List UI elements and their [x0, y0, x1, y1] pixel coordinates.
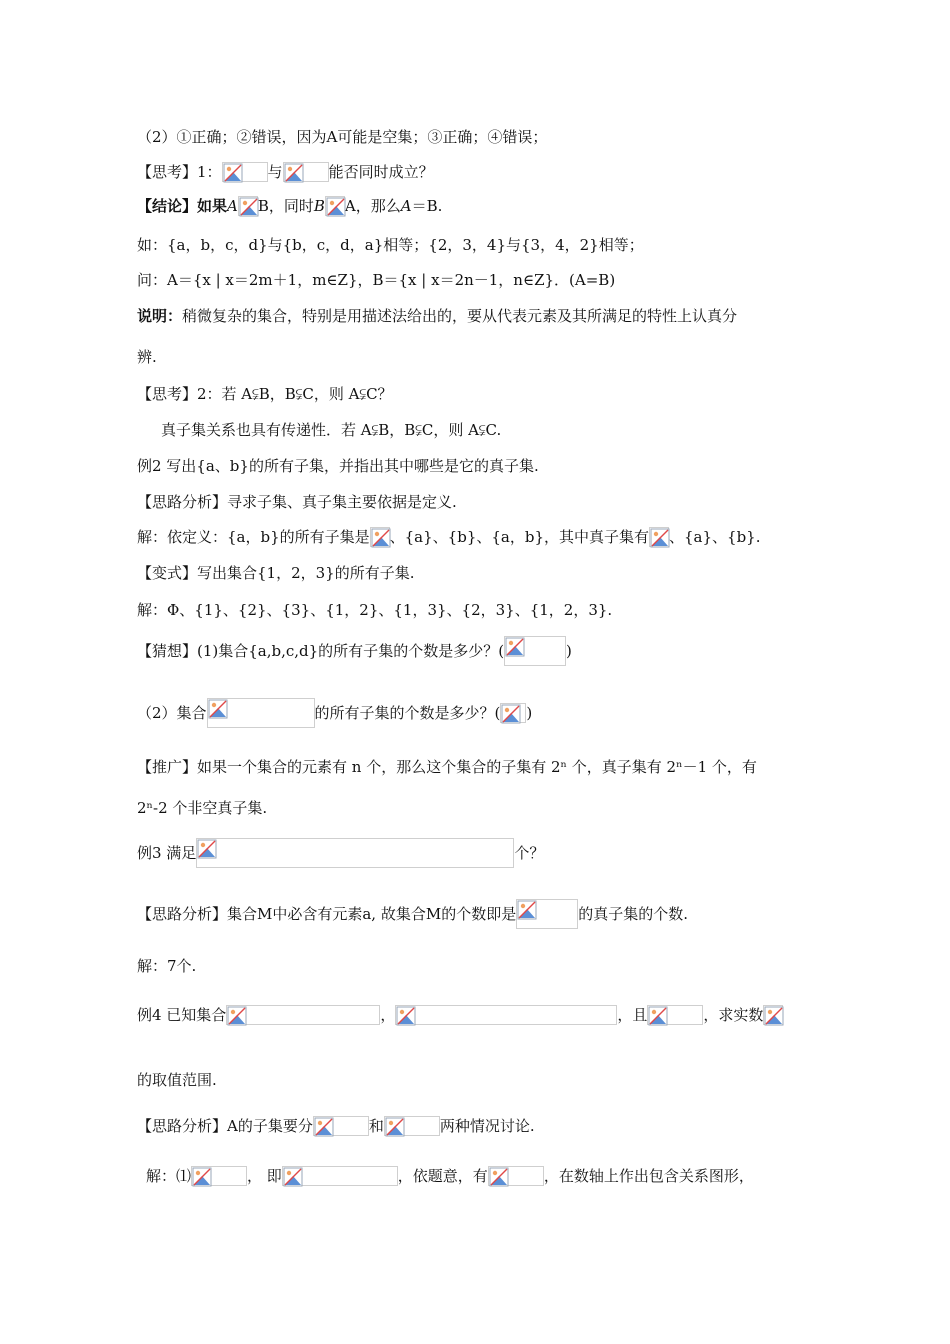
line-variant — [137, 563, 415, 583]
text: 个？ — [514, 844, 545, 862]
text: 【思路分析】集合M中必含有元素a, 故集合M的个数即是 — [137, 905, 517, 923]
line-note-cont — [137, 347, 157, 367]
text: 如：{a，b，c，d}与{b，c，d，a}相等；{2，3，4}与{3，4，2}相等； — [137, 236, 644, 254]
text: 辨. — [137, 348, 157, 366]
text: ，且 — [617, 1006, 648, 1024]
text: 问：A＝{x | x＝2m＋1，m∈Z}，B＝{x | x＝2n－1，n∈Z}．(A=B) — [137, 271, 616, 289]
line-answer-2 — [137, 127, 547, 147]
text: 真子集关系也具有传递性．若 A⫋B，B⫋C，则 A⫋C. — [161, 421, 502, 439]
line-guess-1 — [137, 636, 572, 666]
line-example-sets — [137, 235, 644, 255]
text: ， 即 — [247, 1167, 282, 1185]
broken-image-icon — [282, 1166, 398, 1186]
text: 解：Φ、{1}、{2}、{3}、{1，2}、{1，3}、{2，3}、{1，2，3}. — [137, 601, 613, 619]
broken-image-icon — [500, 703, 526, 723]
line-example-2 — [137, 456, 539, 476]
text: 【思路分析】A的子集要分 — [137, 1117, 313, 1135]
text: A，那么 — [344, 197, 401, 215]
broken-image-icon — [222, 162, 268, 182]
text: ＝B. — [411, 197, 443, 215]
line-guess-2 — [137, 698, 532, 728]
broken-image-icon — [191, 1166, 247, 1186]
broken-image-icon — [649, 527, 669, 547]
line-analysis-1 — [137, 492, 457, 512]
broken-image-icon — [488, 1166, 544, 1186]
broken-image-icon — [207, 698, 315, 728]
line-analysis-2 — [137, 899, 688, 929]
text: B，同时 — [257, 197, 314, 215]
text: 【思路分析】寻求子集、真子集主要依据是定义. — [137, 493, 457, 511]
text: 【猜想】(1)集合{a,b,c,d}的所有子集的个数是多少？( — [137, 642, 505, 660]
line-solution-4 — [146, 1166, 754, 1186]
line-solution-3 — [137, 956, 196, 976]
broken-image-icon — [384, 1116, 440, 1136]
text: 2ⁿ-2 个非空真子集. — [137, 799, 268, 817]
text: 、{a}、{b}、{a，b}，其中真子集有 — [389, 528, 649, 546]
text: 的所有子集的个数是多少？( — [314, 704, 501, 722]
text: 、{a}、{b}. — [669, 528, 761, 546]
text: 【变式】写出集合{1，2，3}的所有子集. — [137, 564, 415, 582]
line-note — [137, 306, 737, 326]
line-analysis-3 — [137, 1116, 535, 1136]
broken-image-icon — [516, 899, 578, 929]
text: A — [400, 197, 412, 215]
line-think-1 — [137, 162, 434, 182]
broken-image-icon — [238, 196, 258, 216]
text: ) — [526, 704, 533, 722]
broken-image-icon — [313, 1116, 369, 1136]
broken-image-icon — [325, 196, 345, 216]
text: 解：依定义：{a，b}的所有子集是 — [137, 528, 370, 546]
text: 能否同时成立？ — [328, 163, 434, 181]
line-transitivity — [161, 420, 501, 440]
broken-image-icon — [196, 838, 514, 868]
text: 【结论】如果 — [137, 197, 228, 215]
text: 例3 满足 — [137, 844, 197, 862]
text: 【思考】1： — [137, 163, 222, 181]
note-label: 说明： — [137, 307, 183, 325]
text: 【推广】如果一个集合的元素有 n 个，那么这个集合的子集有 2ⁿ 个，真子集有 2ⁿ－1 个，有 — [137, 758, 757, 776]
broken-image-icon — [763, 1005, 783, 1025]
text: （2）集合 — [137, 704, 207, 722]
text: 解：⑴ — [146, 1167, 192, 1185]
text: 例4 已知集合 — [137, 1006, 227, 1024]
text: 稍微复杂的集合，特别是用描述法给出的，要从代表元素及其所满足的特性上认真分 — [182, 307, 738, 325]
text: 例2 写出{a、b}的所有子集，并指出其中哪些是它的真子集. — [137, 457, 539, 475]
broken-image-icon — [647, 1005, 703, 1025]
line-generalization — [137, 757, 757, 777]
text: 的取值范围. — [137, 1071, 217, 1089]
text: ，依题意，有 — [397, 1167, 488, 1185]
text: ，在数轴上作出包含关系图形， — [543, 1167, 754, 1185]
text: （2）①正确；②错误，因为A可能是空集；③正确；④错误； — [137, 128, 548, 146]
line-example-4 — [137, 1005, 783, 1025]
text: A — [227, 197, 238, 215]
text: 两种情况讨论. — [439, 1117, 535, 1135]
broken-image-icon — [370, 527, 390, 547]
line-example-3 — [137, 838, 544, 868]
line-question — [137, 270, 615, 290]
text: 和 — [368, 1117, 384, 1135]
broken-image-icon — [283, 162, 329, 182]
text: ) — [566, 642, 572, 660]
line-solution-2 — [137, 600, 612, 620]
line-generalization-cont — [137, 798, 267, 818]
broken-image-icon — [504, 636, 566, 666]
broken-image-icon — [395, 1005, 617, 1025]
text: 的真子集的个数. — [578, 905, 688, 923]
line-solution-1 — [137, 527, 761, 547]
broken-image-icon — [226, 1005, 380, 1025]
line-range — [137, 1070, 217, 1090]
line-think-2 — [137, 384, 393, 404]
text: 解：7个. — [137, 957, 197, 975]
text: 与 — [267, 163, 283, 181]
line-conclusion — [137, 196, 442, 216]
text: 【思考】2：若 A⫋B，B⫋C，则 A⫋C？ — [137, 385, 393, 403]
text: B — [313, 197, 325, 215]
text: ， — [380, 1006, 396, 1024]
text: ，求实数 — [703, 1006, 764, 1024]
